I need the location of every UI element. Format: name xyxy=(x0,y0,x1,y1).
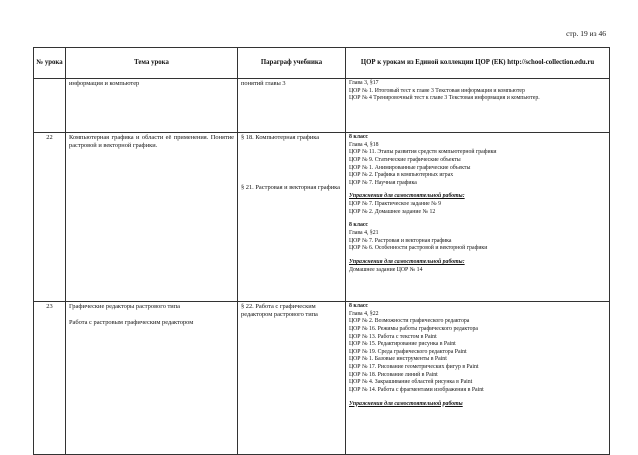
cor-item: ЦОР № 13. Работа с текстом в Paint xyxy=(349,333,437,340)
cor-item: ЦОР № 19. Среда графического редактора Paint xyxy=(349,348,467,355)
cor-item: Глава 3, §17 xyxy=(349,80,379,86)
cor-list xyxy=(346,302,610,455)
cor-item: ЦОР № 1. Итоговый тест к главе 3 Текстовая информация и компьютер xyxy=(349,87,525,94)
grade-label: 8 класс xyxy=(349,134,368,140)
cor-item: ЦОР № 1. Базовые инструменты в Paint xyxy=(349,356,447,363)
paragraph-ref: § 21. Растровая и векторная графика xyxy=(241,184,340,192)
paragraph-ref: понятий главы 3 xyxy=(241,80,286,87)
cor-list xyxy=(346,133,610,302)
cor-item: ЦОР № 2. Домашнее задание № 12 xyxy=(349,208,436,215)
cor-item: ЦОР № 7. Научная графика xyxy=(349,179,417,186)
cor-item: ЦОР № 2. Графика в компьютерных играх xyxy=(349,172,454,179)
cor-item: ЦОР № 7. Практическое задание № 9 xyxy=(349,201,441,208)
lesson-topic: информация и компьютер xyxy=(66,79,238,133)
textbook-paragraph xyxy=(238,79,346,133)
cor-item: ЦОР № 18. Рисование линий в Paint xyxy=(349,371,438,378)
cor-item: Глава 4, §21 xyxy=(349,230,379,237)
cor-item: ЦОР № 17. Рисование геометрических фигур в Paint xyxy=(349,364,479,371)
exercises-heading: Упражнения для самостоятельной работы xyxy=(349,400,463,407)
exercises-heading: Упражнения для самостоятельной работы: xyxy=(349,258,465,265)
header-textbook-paragraph: Параграф учебника xyxy=(238,48,346,79)
cor-item: Глава 4, §18 xyxy=(349,141,379,148)
page-number: стр. 19 из 46 xyxy=(566,29,606,38)
cor-item: Глава 4, §22 xyxy=(349,310,379,317)
table-row xyxy=(34,133,610,302)
cor-item: ЦОР № 4 Тренировочный тест к главе 3 Текстовая информация и компьютер. xyxy=(349,95,540,102)
cor-list xyxy=(346,79,610,133)
cor-item: ЦОР № 9. Статические графические объекты xyxy=(349,156,461,163)
table-row xyxy=(34,79,610,133)
textbook-paragraph xyxy=(238,133,346,302)
cor-item: ЦОР № 14. Работа с фрагментами изображения в Paint xyxy=(349,387,484,394)
cor-item: ЦОР № 11. Этапы развития средств компьютерной графики xyxy=(349,149,497,156)
cor-item: ЦОР № 2. Возможности графического редактора xyxy=(349,318,470,325)
cor-item: ЦОР № 4. Закрашивание областей рисунка в Paint xyxy=(349,379,473,386)
header-lesson-topic: Тема урока xyxy=(66,48,238,79)
cor-item: ЦОР № 16. Режимы работы графического редактора xyxy=(349,325,479,332)
paragraph-ref: § 22. Работа с графическим редактором растрового типа xyxy=(241,303,318,319)
header-lesson-number: № урока xyxy=(34,48,66,79)
cor-item: Домашнее задание ЦОР № 14 xyxy=(349,266,423,273)
lessons-table xyxy=(33,47,610,455)
cor-item: ЦОР № 6. Особенности растровой и векторной графики xyxy=(349,245,488,252)
lesson-number: 22 xyxy=(34,133,66,302)
lesson-topic xyxy=(66,302,238,455)
cor-item: ЦОР № 7. Растровая и векторная графика xyxy=(349,237,452,244)
header-cor-resources: ЦОР к урокам из Единой коллекции ЦОР (ЕК) http://school-collection.edu.ru xyxy=(346,48,610,79)
table-row xyxy=(34,302,610,455)
table-header-row xyxy=(34,48,610,79)
textbook-paragraph xyxy=(238,302,346,455)
lesson-number: 23 xyxy=(34,302,66,455)
lesson-topic-line: Работа с растровым графическим редактором xyxy=(69,319,194,327)
paragraph-ref: § 18. Компьютерная графика xyxy=(241,134,320,141)
lesson-topic: Компьютерная графика и области её применения. Понятие растровой и векторной графики. xyxy=(66,133,238,302)
cor-item: ЦОР № 1. Анимированные графические объекты xyxy=(349,164,471,171)
cor-item: ЦОР № 15. Редактирование рисунка в Paint xyxy=(349,341,456,348)
grade-label: 8 класс xyxy=(349,303,368,309)
exercises-heading: Упражнения для самостоятельной работы: xyxy=(349,193,465,200)
grade-label: 8 класс xyxy=(349,222,368,229)
lesson-number xyxy=(34,79,66,133)
lesson-topic-line: Графические редакторы растрового типа xyxy=(69,303,180,310)
